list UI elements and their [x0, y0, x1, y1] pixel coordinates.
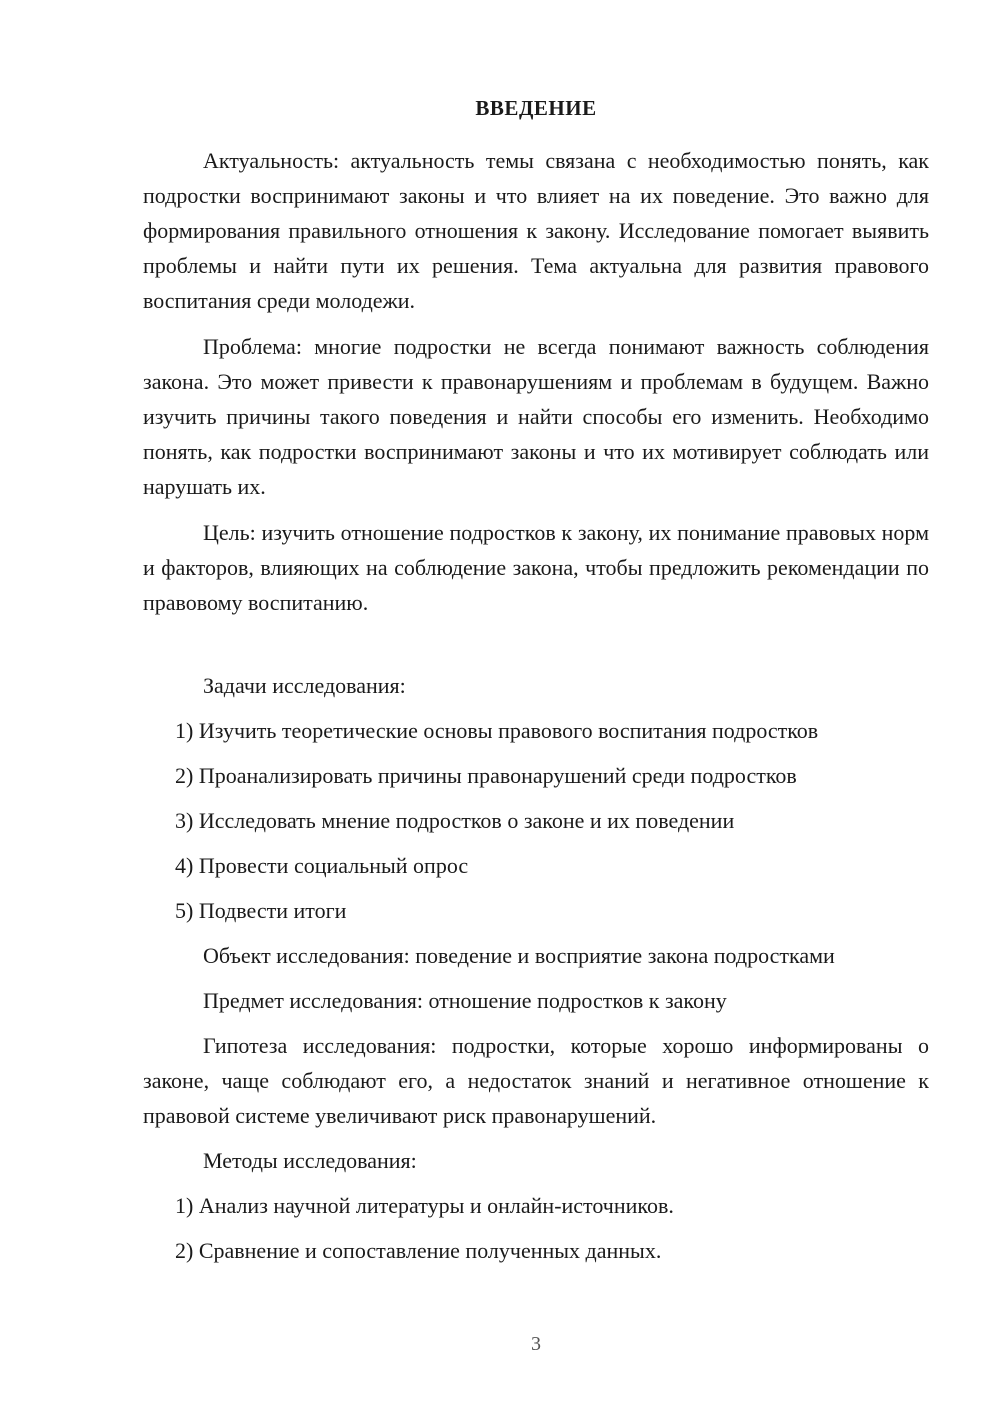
- research-object: Объект исследования: поведение и восприятие закона подростками: [203, 943, 835, 968]
- paragraph-problem: Проблема: многие подростки не всегда понимают важность соблюдения закона. Это может привести к правонарушениям и проблемам в будущем. Важно изучить причины такого поведения и найти способы его изменить. Необходимо понять, как подростки воспринимают законы и что их мотивирует соблюдать или нарушать их.: [143, 334, 929, 499]
- section-title: ВВЕДЕНИЕ: [475, 96, 597, 120]
- method-item-1: 1) Анализ научной литературы и онлайн-источников.: [175, 1193, 674, 1218]
- research-subject: Предмет исследования: отношение подростков к закону: [203, 988, 727, 1013]
- task-item-5: 5) Подвести итоги: [175, 898, 347, 923]
- research-details-block: [143, 668, 929, 1268]
- task-item-2: 2) Проанализировать причины правонарушений среди подростков: [175, 763, 797, 788]
- task-item-3: 3) Исследовать мнение подростков о законе и их поведении: [175, 808, 735, 833]
- page-number: 3: [531, 1333, 541, 1355]
- paragraph-goal: Цель: изучить отношение подростков к закону, их понимание правовых норм и факторов, влияющих на соблюдение закона, чтобы предложить рекомендации по правовому воспитанию.: [143, 520, 929, 615]
- task-item-1: 1) Изучить теоретические основы правового воспитания подростков: [175, 718, 819, 743]
- method-item-2: 2) Сравнение и сопоставление полученных данных.: [175, 1238, 662, 1263]
- research-hypothesis: Гипотеза исследования: подростки, которые хорошо информированы о законе, чаще соблюдают его, а недостаток знаний и негативное отношение к правовой системе увеличивают риск правонарушений.: [143, 1033, 929, 1128]
- intro-text-block: [143, 143, 929, 620]
- paragraph-relevance: Актуальность: актуальность темы связана с необходимостью понять, как подростки воспринимают законы и что влияет на их поведение. Это важно для формирования правильного отношения к закону. Исследование помогает выявить проблемы и найти пути их решения. Тема актуальна для развития правового воспитания среди молодежи.: [143, 148, 929, 313]
- methods-heading: Методы исследования:: [203, 1148, 417, 1173]
- tasks-heading: Задачи исследования:: [203, 673, 406, 698]
- task-item-4: 4) Провести социальный опрос: [175, 853, 469, 878]
